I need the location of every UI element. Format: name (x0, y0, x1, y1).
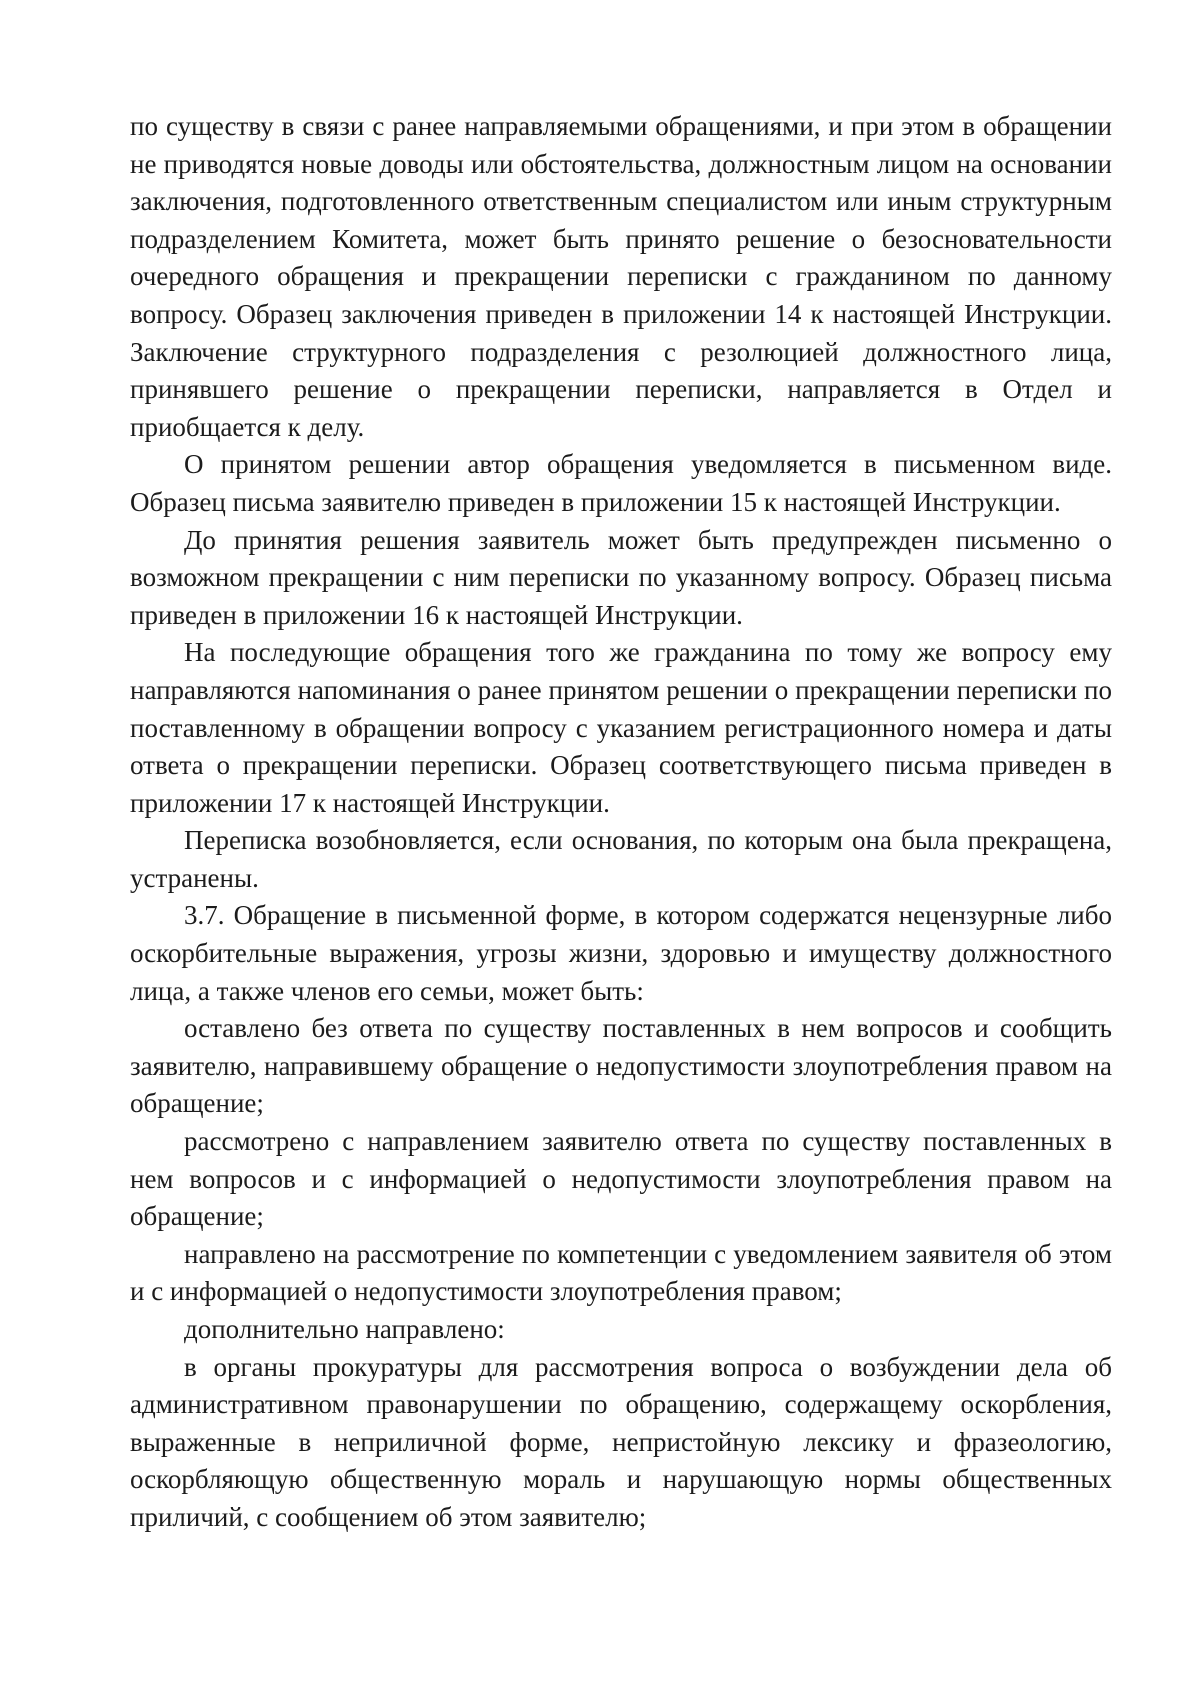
paragraph-notification: О принятом решении автор обращения уведомляется в письменном виде. Образец письма заявителю приведен в приложении 15 к настоящей Инструкции. (130, 449, 1112, 517)
list-item-left-without-answer: оставлено без ответа по существу поставленных в нем вопросов и сообщить заявителю, направившему обращение о недопустимости злоупотребления правом на обращение; (130, 1013, 1112, 1119)
list-item-forwarded: направлено на рассмотрение по компетенции с уведомлением заявителя об этом и с информацией о недопустимости злоупотребления правом; (130, 1238, 1112, 1307)
paragraph-warning: До принятия решения заявитель может быть предупрежден письменно о возможном прекращении с ним переписки по указанному вопросу. Образец письма приведен в приложении 16 к настоящей Инструкции. (130, 524, 1112, 630)
list-item-additionally-sent: дополнительно направлено: (184, 1314, 505, 1344)
list-item-prosecutor: в органы прокуратуры для рассмотрения вопроса о возбуждении дела об административном правонарушении по обращению, содержащему оскорбления, выраженные в неприличной форме, непристойную лексику и фразеологию, оскорбляющую общественную мораль и нарушающую нормы общественных приличий, с сообщением об этом заявителю; (130, 1351, 1112, 1532)
paragraph-reminders: На последующие обращения того же гражданина по тому же вопросу ему направляются напоминания о ранее принятом решении о прекращении переписки по поставленному в обращении вопросу с указанием регистрационного номера и даты ответа о прекращении переписки. Образец соответствующего письма приведен в приложении 17 к настоящей Инструкции. (130, 637, 1112, 818)
paragraph-section-3-7: 3.7. Обращение в письменной форме, в котором содержатся нецензурные либо оскорбительные выражения, угрозы жизни, здоровью и имуществу должностного лица, а также членов его семьи, может быть: (130, 900, 1112, 1006)
document-page (130, 108, 1112, 1537)
paragraph-resume: Переписка возобновляется, если основания, по которым она была прекращена, устранены. (130, 825, 1112, 893)
list-item-considered: рассмотрено с направлением заявителю ответа по существу поставленных в нем вопросов и с информацией о недопустимости злоупотребления правом на обращение; (130, 1126, 1112, 1232)
paragraph-continuation: по существу в связи с ранее направляемыми обращениями, и при этом в обращении не приводятся новые доводы или обстоятельства, должностным лицом на основании заключения, подготовленного ответственным специалистом или иным структурным подразделением Комитета, может быть принято решение о безосновательности очередного обращения и прекращении переписки с гражданином по данному вопросу. Образец заключения приведен в приложении 14 к настоящей Инструкции. Заключение структурного подразделения с резолюцией должностного лица, принявшего решение о прекращении переписки, направляется в Отдел и приобщается к делу. (130, 111, 1112, 442)
